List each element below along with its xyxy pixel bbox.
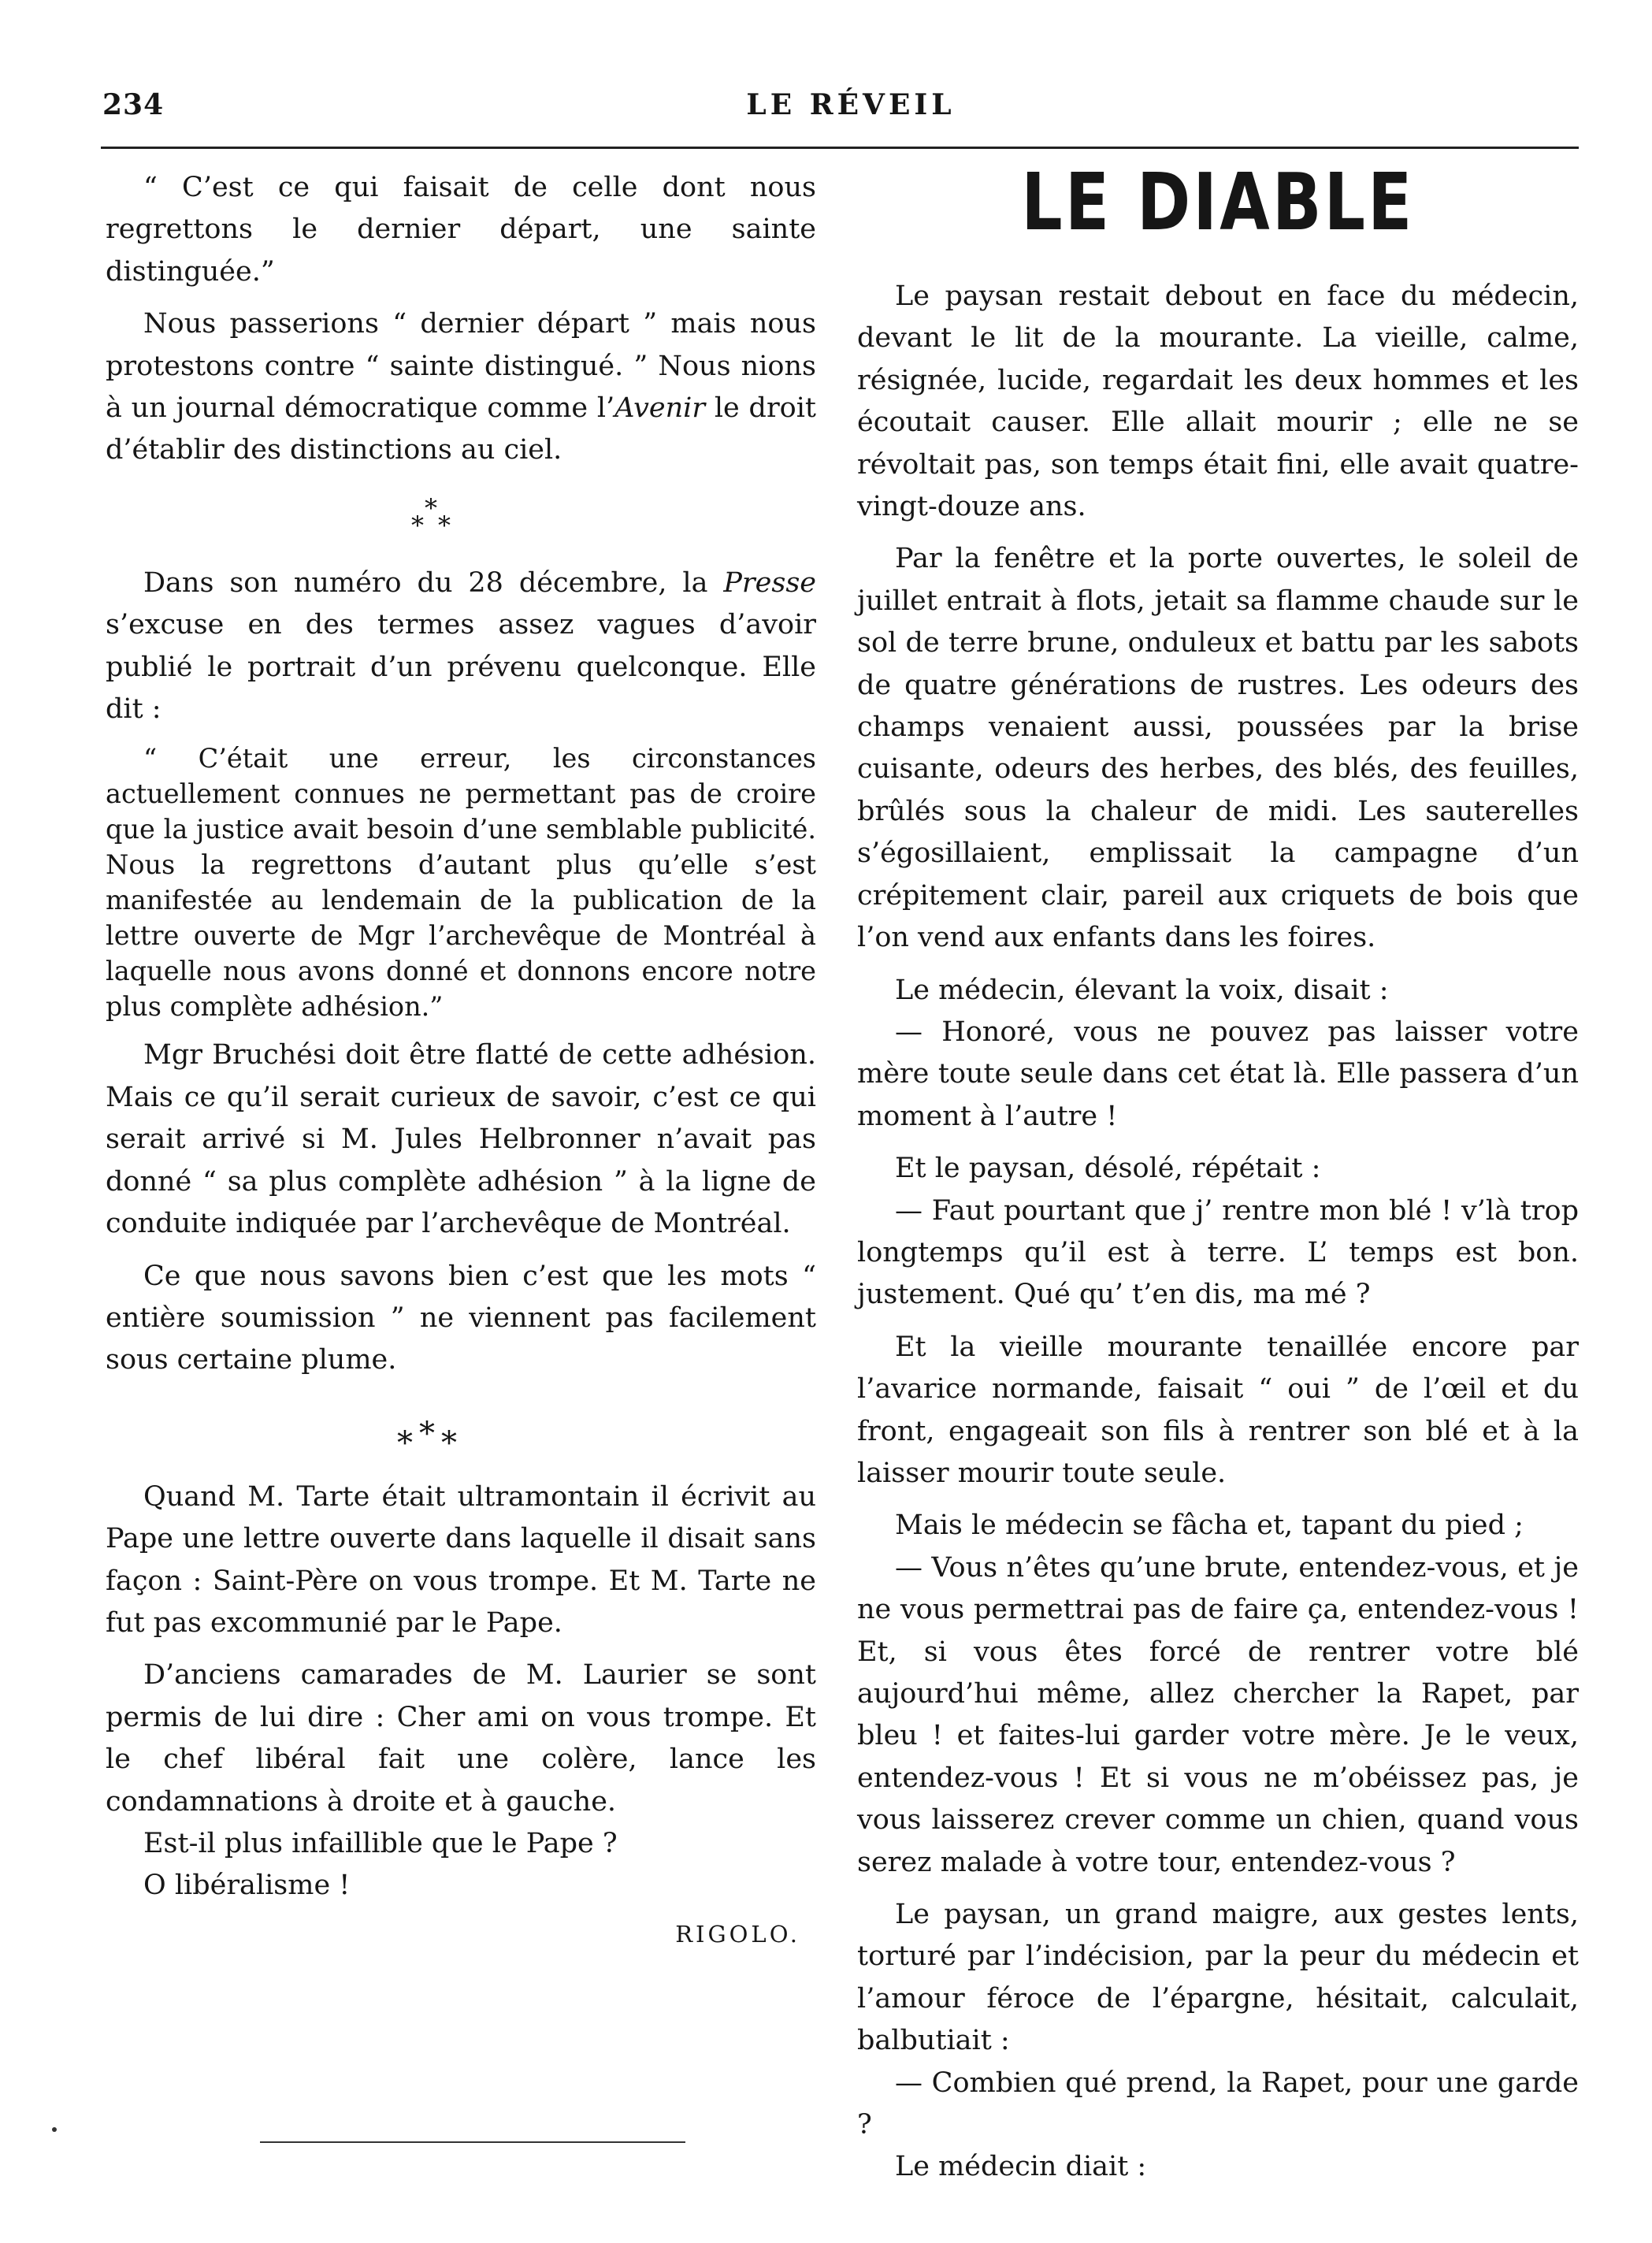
asterism-separator [106, 1382, 816, 1476]
asterisk: * [438, 510, 451, 540]
author-signature: RIGOLO. [675, 1920, 800, 1948]
block-quote: “ C’était une erreur, les circonstances actuellement connues ne permettant pas de croire que la justice avait besoin d’une semblable publicité. Nous la regrettons d’autant plus qu’elle s’est manifestée au lendemain de la publication de la lettre ouverte de Mgr l’archevêque de Montréal à laquelle nous avons donné et donnons encore notre plus complète adhésion.” [106, 743, 816, 1023]
paragraph-text: Nous passerions “ dernier départ ” mais nous protestons contre “ sainte distingué. ” Nous nions à un journal démocratique comme l’ [106, 308, 816, 425]
dialogue-line: — Honoré, vous ne pouvez pas laisser votre mère toute seule dans cet état là. Elle passera d’un moment à l’autre ! [857, 1016, 1579, 1132]
paragraph: Quand M. Tarte était ultramontain il écrivit au Pape une lettre ouverte dans laquelle il disait sans façon : Saint-Père on vous trompe. Et M. Tarte ne fut pas excommunié par le Pape. [106, 1480, 816, 1639]
newspaper-name-italic: Avenir [614, 392, 706, 425]
paragraph: Ce que nous savons bien c’est que les mots “ entière soumission ” ne viennent pas facilement sous certaine plume. [106, 1260, 816, 1376]
asterisk: * [419, 1415, 435, 1452]
dialogue-line: — Faut pourtant que j’ rentre mon blé ! v’là trop longtemps qu’il est à terre. L’ temps est bon. justement. Qué qu’ t’en dis, ma mé ? [857, 1194, 1579, 1311]
paragraph [106, 303, 816, 472]
journal-title: LE RÉVEIL [746, 88, 956, 121]
article-headline: LE DIABLE [1021, 156, 1415, 248]
paragraph-text: Dans son numéro du 28 décembre, la [143, 566, 724, 599]
paragraph: Est-il plus infaillible que le Pape ? [143, 1827, 618, 1859]
right-column [857, 156, 1579, 2189]
paragraph: O libéralisme ! [143, 1870, 351, 1902]
paragraph: Par la fenêtre et la porte ouvertes, le soleil de juillet entrait à flots, jetait sa flamme chaude sur le sol de terre brune, onduleux et battu par les sabots de quatre générations de rustres. Les odeurs des champs venaient aussi, poussées par la brise cuisante, odeurs des herbes, des blés, des feuilles, brûlés sous la chaleur de midi. Les sauterelles s’égosillaient, emplissait la campagne d’un crépitement clair, pareil aux criquets de bois que l’on vend aux enfants dans les foires. [857, 543, 1579, 954]
paragraph-text: le droit d’établir des distinctions au ciel. [106, 392, 816, 466]
paragraph [106, 563, 816, 731]
paragraph: Mgr Bruchési doit être flatté de cette adhésion. Mais ce qu’il serait curieux de savoir, c’est ce qui serait arrivé si M. Jules Helbronner n’avait pas donné “ sa plus complète adhésion ” à la ligne de conduite indiquée par l’archevêque de Montréal. [106, 1039, 816, 1240]
paragraph-text: s’excuse en des termes assez vagues d’avoir publié le portrait d’un prévenu quelconque. Elle dit : [106, 609, 816, 726]
paragraph: “ C’est ce qui faisait de celle dont nous regrettons le dernier départ, une sainte distinguée.” [106, 172, 816, 288]
left-column [106, 167, 816, 1950]
paragraph: Le paysan restait debout en face du médecin, devant le lit de la mourante. La vieille, calme, résignée, lucide, regardait les deux hommes et les écoutait causer. Elle allait mourir ; elle ne se révoltait pas, son temps était fini, elle avait quatre-vingt-douze ans. [857, 280, 1579, 523]
newspaper-name-italic: Presse [723, 566, 816, 599]
paragraph: Mais le médecin se fâcha et, tapant du pied ; [895, 1510, 1524, 1542]
asterisk: * [411, 510, 424, 540]
margin-speck [52, 2127, 57, 2132]
asterisk: * [441, 1424, 457, 1461]
paragraph: Le médecin, élevant la voix, disait : [895, 974, 1389, 1006]
page-number: 234 [102, 88, 165, 121]
paragraph: Et la vieille mourante tenaillée encore par l’avarice normande, faisait “ oui ” de l’œil et du front, engageait son fils à rentrer son blé et à la laisser mourir toute seule. [857, 1331, 1579, 1489]
asterisk: * [397, 1424, 413, 1461]
dialogue-line: — Vous n’êtes qu’une brute, entendez-vous, et je ne vous permettrai pas de faire ça, entendez-vous ! Et, si vous êtes forcé de rentrer votre blé aujourd’hui même, allez chercher la Rapet, par bleu ! et faites-lui garder votre mère. Je le veux, entendez-vous ! Et si vous ne m’obéissez pas, je vous laisserez crever comme un chien, quand vous serez malade à votre tour, entendez-vous ? [857, 1551, 1579, 1878]
paragraph: Le médecin diait : [895, 2151, 1147, 2183]
asterisk: * [425, 492, 437, 523]
running-head [102, 88, 1599, 129]
header-rule [101, 147, 1579, 149]
paragraph: D’anciens camarades de M. Laurier se sont permis de lui dire : Cher ami on vous trompe. Et le chef libéral fait une colère, lance les condamnations à droite et à gauche. [106, 1659, 816, 1818]
paragraph: Le paysan, un grand maigre, aux gestes lents, torturé par l’indécision, par la peur du médecin et l’amour féroce de l’épargne, hésitait, calculait, balbutiait : [857, 1899, 1579, 2057]
article-end-rule [260, 2141, 685, 2143]
dialogue-line: — Combien qué prend, la Rapet, pour une garde ? [857, 2067, 1579, 2141]
asterism-separator [106, 472, 816, 563]
paragraph: Et le paysan, désolé, répétait : [895, 1153, 1321, 1185]
